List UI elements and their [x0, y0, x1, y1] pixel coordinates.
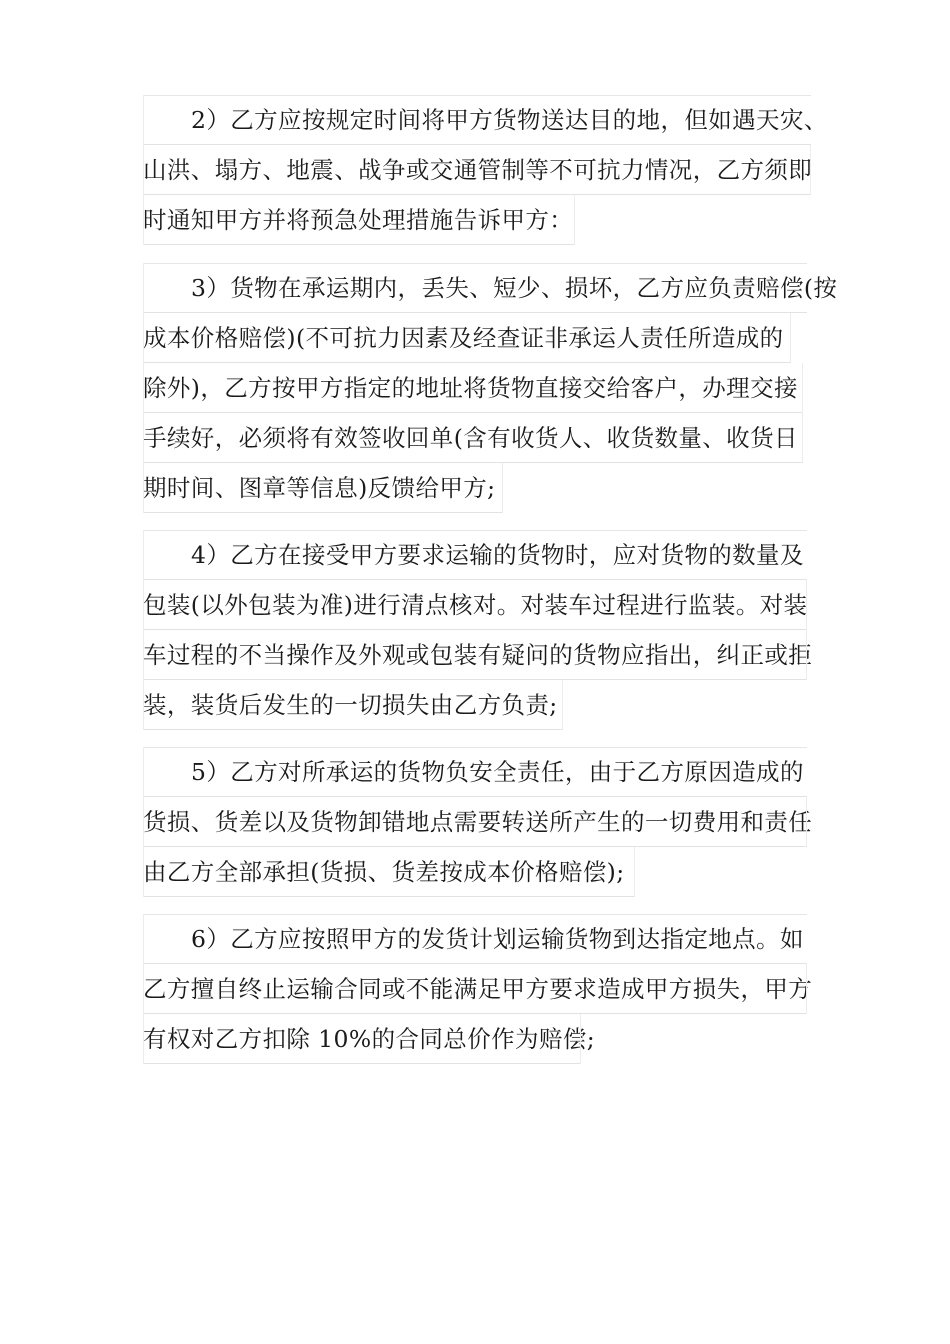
paragraph-line [143, 463, 503, 513]
paragraph-line [143, 95, 828, 145]
paragraph-line-text: 乙方擅自终止运输合同或不能满足甲方要求造成甲方损失，甲方 [143, 975, 813, 1003]
paragraph-line [143, 964, 813, 1014]
paragraph-line-text: 5）乙方对所承运的货物负安全责任，由于乙方原因造成的 [191, 758, 804, 786]
paragraph-line [143, 313, 791, 363]
paragraph-line [143, 263, 838, 313]
paragraph-line [143, 1014, 596, 1064]
paragraph-line [143, 630, 813, 680]
paragraph-line-text: 除外)，乙方按甲方指定的地址将货物直接交给客户，办理交接 [143, 374, 798, 402]
paragraph-line-text: 手续好，必须将有效签收回单(含有收货人、收货数量、收货日 [143, 424, 798, 452]
paragraph-line [143, 914, 807, 964]
paragraph-line-text: 期时间、图章等信息)反馈给甲方; [143, 474, 496, 502]
paragraph-line-text: 有权对乙方扣除 10%的合同总价作为赔偿; [143, 1025, 596, 1053]
paragraph-line-text: 时通知甲方并将预急处理措施告诉甲方： [143, 206, 574, 234]
paragraph-line [143, 680, 563, 730]
paragraph-line [143, 413, 803, 463]
paragraph-line-text: 车过程的不当操作及外观或包装有疑问的货物应指出，纠正或拒 [143, 641, 813, 669]
paragraph-line [143, 747, 807, 797]
paragraph-line-text: 成本价格赔偿)(不可抗力因素及经查证非承运人责任所造成的 [143, 324, 784, 352]
paragraph-line [143, 580, 807, 630]
paragraph-line [143, 145, 811, 195]
paragraph-line-text: 由乙方全部承担(货损、货差按成本价格赔偿); [143, 858, 625, 886]
paragraph-line-text: 6）乙方应按照甲方的发货计划运输货物到达指定地点。如 [191, 925, 804, 953]
paragraph-line-text: 4）乙方在接受甲方要求运输的货物时，应对货物的数量及 [191, 541, 804, 569]
paragraph-line [143, 797, 813, 847]
paragraph-line [143, 847, 635, 897]
paragraph-line [143, 363, 803, 413]
paragraph-line [143, 530, 807, 580]
paragraph-line-text: 山洪、塌方、地震、战争或交通管制等不可抗力情况，乙方须即 [143, 156, 813, 184]
paragraph-line-text: 3）货物在承运期内，丢失、短少、损坏，乙方应负责赔偿(按 [191, 274, 838, 302]
paragraph-line-text: 2）乙方应按规定时间将甲方货物送达目的地，但如遇天灾、 [191, 106, 828, 134]
paragraph-line-text: 货损、货差以及货物卸错地点需要转送所产生的一切费用和责任 [143, 808, 813, 836]
paragraph-line-text: 装，装货后发生的一切损失由乙方负责; [143, 691, 558, 719]
paragraph-line-text: 包装(以外包装为准)进行清点核对。对装车过程进行监装。对装 [143, 591, 808, 619]
paragraph-line [143, 195, 575, 245]
